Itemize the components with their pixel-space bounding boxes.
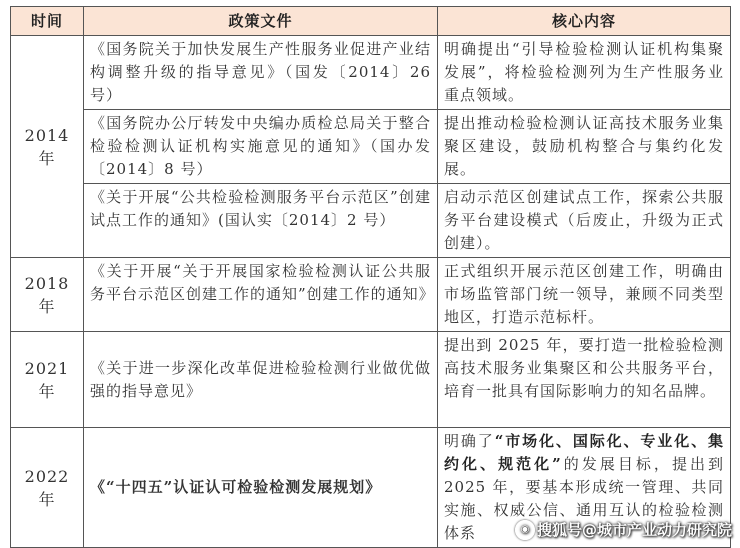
policy-cell: 《国务院关于加快发展生产性服务业促进产业结构调整升级的指导意见》（国发〔2014〕26 号） <box>84 36 438 110</box>
content-cell: 正式组织开展示范区创建工作，明确由市场监管部门统一领导，兼顾不同类型地区，打造示范标杆。 <box>438 258 731 332</box>
table-row <box>11 110 731 184</box>
year-text: 2021 年 <box>24 358 70 401</box>
table-row <box>11 258 731 332</box>
content-cell: 提出到 2025 年，要打造一批检验检测高技术服务业集聚区和公共服务平台，培育一批具有国际影响力的知名品牌。 <box>438 332 731 428</box>
content-bold: “市场化、国际化、专业化、集约化、规范化” <box>444 432 724 473</box>
content-cell: 提出推动检验检测认证高技术服务业集聚区建设，鼓励机构整合与集约化发展。 <box>438 110 731 184</box>
year-cell <box>11 332 84 428</box>
year-cell <box>11 36 84 258</box>
table-row <box>11 184 731 258</box>
year-cell <box>11 258 84 332</box>
content-cell: 启动示范区创建试点工作，探索公共服务平台建设模式（后废止，升级为正式创建）。 <box>438 184 731 258</box>
policy-table <box>10 6 731 548</box>
header-row <box>11 7 731 36</box>
watermark <box>515 519 732 540</box>
header-time: 时间 <box>11 7 84 36</box>
header-content: 核心内容 <box>438 7 731 36</box>
year-text: 2018 年 <box>24 273 70 316</box>
policy-cell: 《关于进一步深化改革促进检验检测行业做优做强的指导意见》 <box>84 332 438 428</box>
content-prefix: 明确了 <box>444 432 495 450</box>
policy-cell: 《关于开展“公共检验检测服务平台示范区”创建试点工作的通知》(国认实〔2014〕2 号） <box>84 184 438 258</box>
sohu-logo-icon: ◉ <box>515 520 535 540</box>
year-text: 2014 年 <box>24 125 70 168</box>
watermark-text: 搜狐号@城市产业动力研究院 <box>536 521 732 539</box>
policy-cell: 《“十四五”认证认可检验检测发展规划》 <box>84 428 438 548</box>
year-text: 2022 年 <box>24 466 70 509</box>
content-cell: 明确提出“引导检验检测认证机构集聚发展”，将检验检测列为生产性服务业重点领域。 <box>438 36 731 110</box>
policy-cell: 《国务院办公厅转发中央编办质检总局关于整合检验检测认证机构实施意见的通知》（国办发〔2014〕8 号） <box>84 110 438 184</box>
table-row <box>11 36 731 110</box>
policy-cell: 《关于开展“关于开展国家检验检测认证公共服务平台示范区创建工作的通知”创建工作的通知》 <box>84 258 438 332</box>
content-suffix: 的发展目标，提出到 2025 年，要基本形成统一管理、共同实施、权威公信、通用互认的检验检测体系 <box>444 455 724 542</box>
table-row <box>11 332 731 428</box>
header-policy: 政策文件 <box>84 7 438 36</box>
year-cell <box>11 428 84 548</box>
